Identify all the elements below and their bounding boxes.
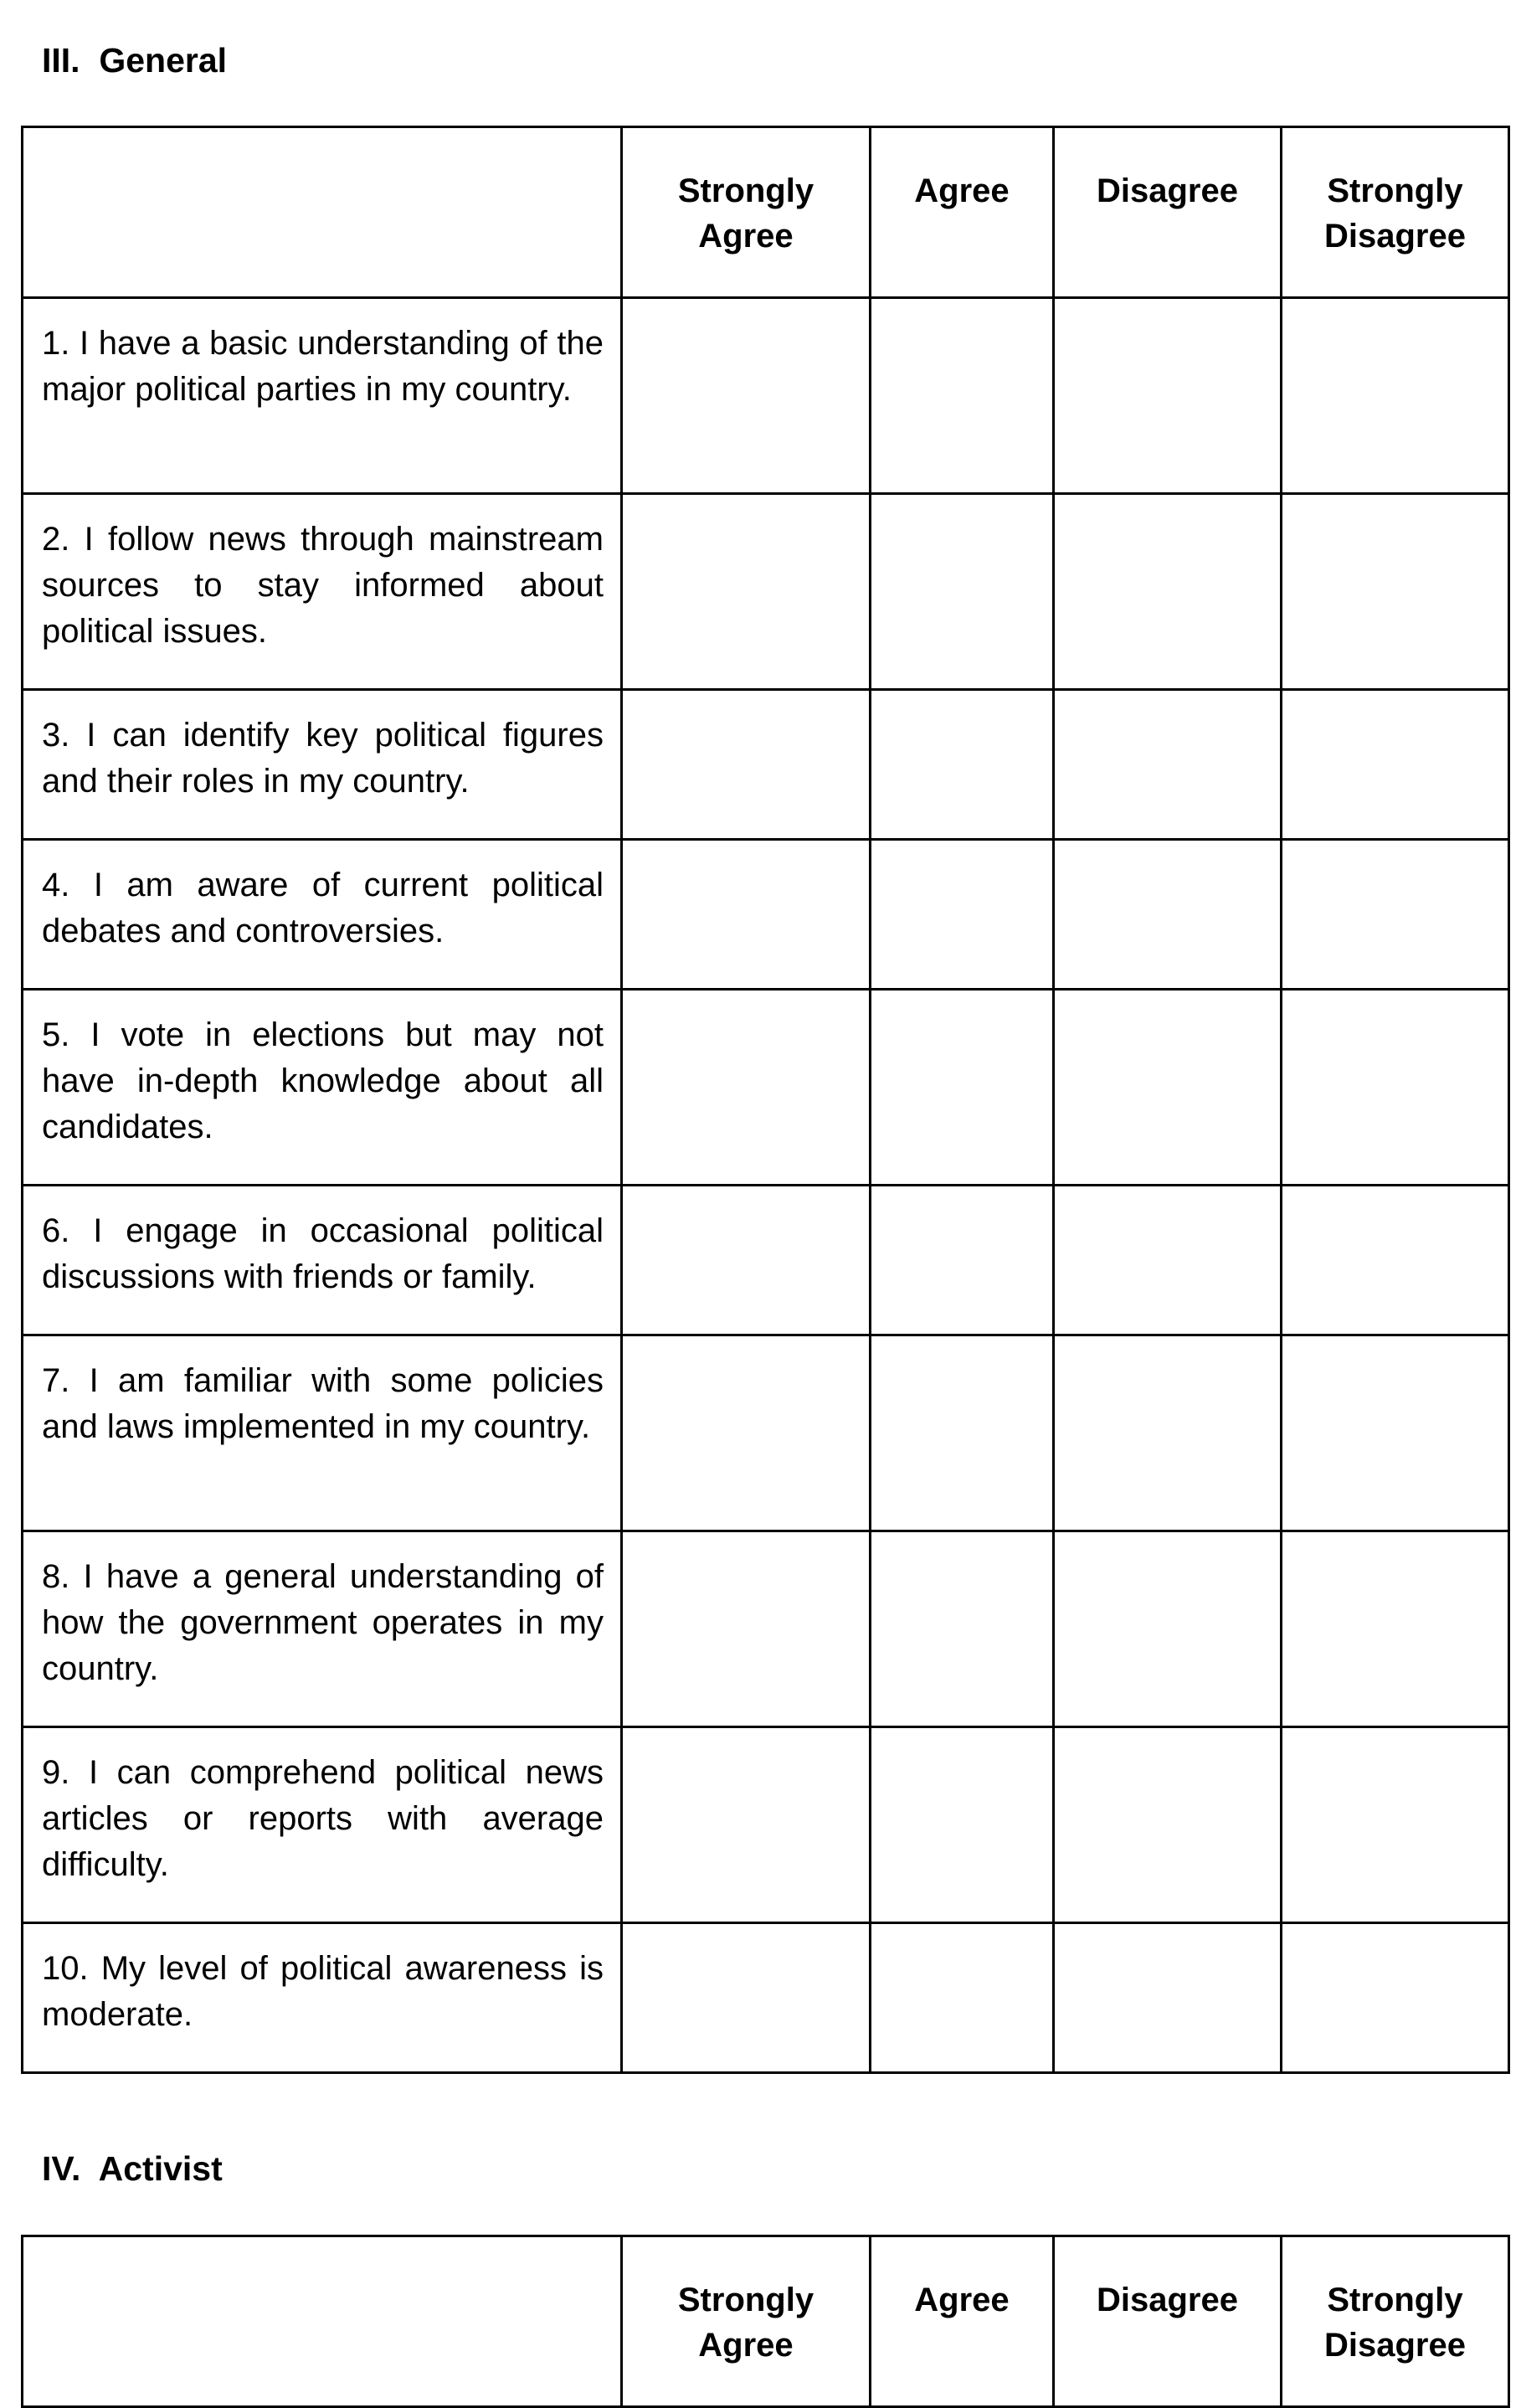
header-statement: [23, 2236, 622, 2407]
statement-cell: 8. I have a general understanding of how the government operates in my country.: [23, 1531, 622, 1727]
rating-cell-agree[interactable]: [871, 840, 1054, 990]
table-header-row: [23, 127, 1509, 298]
header-label: Disagree: [1324, 2327, 1466, 2364]
rating-cell-strongly-agree[interactable]: [622, 1531, 871, 1727]
rating-cell-disagree[interactable]: [1054, 298, 1282, 494]
rating-cell-strongly-agree[interactable]: [622, 494, 871, 690]
header-label: Strongly: [1327, 2282, 1463, 2318]
statement-cell: 7. I am familiar with some policies and laws implemented in my country.: [23, 1335, 622, 1531]
rating-cell-disagree[interactable]: [1054, 1727, 1282, 1923]
header-agree: [871, 127, 1054, 298]
rating-cell-strongly-disagree[interactable]: [1282, 990, 1509, 1186]
rating-cell-strongly-disagree[interactable]: [1282, 1335, 1509, 1531]
likert-table-activist: [21, 2235, 1510, 2408]
statement-cell: 10. My level of political awareness is moderate.: [23, 1923, 622, 2073]
rating-cell-strongly-disagree[interactable]: [1282, 1923, 1509, 2073]
header-label: Agree: [698, 218, 794, 255]
statement-cell: 6. I engage in occasional political discussions with friends or family.: [23, 1186, 622, 1335]
rating-cell-strongly-disagree[interactable]: [1282, 1727, 1509, 1923]
rating-cell-agree[interactable]: [871, 1727, 1054, 1923]
table-row: [23, 840, 1509, 990]
header-strongly-disagree: [1282, 2236, 1509, 2407]
header-disagree: [1054, 2236, 1282, 2407]
statement-cell: 1. I have a basic understanding of the major political parties in my country.: [23, 298, 622, 494]
table-row: [23, 1335, 1509, 1531]
rating-cell-strongly-agree[interactable]: [622, 840, 871, 990]
rating-cell-disagree[interactable]: [1054, 494, 1282, 690]
section-title-activist: IV. Activist: [42, 2149, 223, 2188]
statement-cell: 2. I follow news through mainstream sources to stay informed about political issues.: [23, 494, 622, 690]
table-row: [23, 1531, 1509, 1727]
statement-cell: 9. I can comprehend political news articles or reports with average difficulty.: [23, 1727, 622, 1923]
rating-cell-strongly-disagree[interactable]: [1282, 298, 1509, 494]
rating-cell-disagree[interactable]: [1054, 1335, 1282, 1531]
header-label: Agree: [914, 2282, 1010, 2318]
rating-cell-disagree[interactable]: [1054, 840, 1282, 990]
table-row: [23, 990, 1509, 1186]
statement-cell: 4. I am aware of current political debates and controversies.: [23, 840, 622, 990]
statement-cell: 3. I can identify key political figures and their roles in my country.: [23, 690, 622, 840]
table-row: [23, 298, 1509, 494]
rating-cell-strongly-agree[interactable]: [622, 690, 871, 840]
rating-cell-strongly-disagree[interactable]: [1282, 1186, 1509, 1335]
header-strongly-disagree: [1282, 127, 1509, 298]
table-row: [23, 1923, 1509, 2073]
rating-cell-strongly-agree[interactable]: [622, 1923, 871, 2073]
rating-cell-disagree[interactable]: [1054, 1923, 1282, 2073]
header-label: Disagree: [1324, 218, 1466, 255]
header-disagree: [1054, 127, 1282, 298]
rating-cell-agree[interactable]: [871, 1186, 1054, 1335]
rating-cell-agree[interactable]: [871, 494, 1054, 690]
likert-table-general: [21, 126, 1510, 2074]
header-label: Agree: [698, 2327, 794, 2364]
header-label: Strongly: [1327, 172, 1463, 209]
rating-cell-disagree[interactable]: [1054, 1531, 1282, 1727]
table-row: [23, 1186, 1509, 1335]
header-label: Disagree: [1097, 172, 1238, 209]
rating-cell-strongly-agree[interactable]: [622, 298, 871, 494]
rating-cell-strongly-agree[interactable]: [622, 1186, 871, 1335]
rating-cell-agree[interactable]: [871, 690, 1054, 840]
rating-cell-strongly-agree[interactable]: [622, 990, 871, 1186]
header-strongly-agree: [622, 127, 871, 298]
header-statement: [23, 127, 622, 298]
rating-cell-strongly-disagree[interactable]: [1282, 494, 1509, 690]
header-agree: [871, 2236, 1054, 2407]
table-row: [23, 690, 1509, 840]
header-strongly-agree: [622, 2236, 871, 2407]
section-title-general: III. General: [42, 41, 228, 80]
rating-cell-strongly-agree[interactable]: [622, 1335, 871, 1531]
table-row: [23, 1727, 1509, 1923]
header-label: Agree: [914, 172, 1010, 209]
header-label: Strongly: [677, 2282, 814, 2318]
rating-cell-strongly-disagree[interactable]: [1282, 690, 1509, 840]
rating-cell-agree[interactable]: [871, 990, 1054, 1186]
rating-cell-agree[interactable]: [871, 1531, 1054, 1727]
rating-cell-agree[interactable]: [871, 298, 1054, 494]
rating-cell-strongly-disagree[interactable]: [1282, 1531, 1509, 1727]
rating-cell-disagree[interactable]: [1054, 990, 1282, 1186]
rating-cell-agree[interactable]: [871, 1335, 1054, 1531]
header-label: Strongly: [677, 172, 814, 209]
rating-cell-strongly-agree[interactable]: [622, 1727, 871, 1923]
rating-cell-disagree[interactable]: [1054, 690, 1282, 840]
header-label: Disagree: [1097, 2282, 1238, 2318]
rating-cell-strongly-disagree[interactable]: [1282, 840, 1509, 990]
rating-cell-disagree[interactable]: [1054, 1186, 1282, 1335]
table-header-row: [23, 2236, 1509, 2407]
rating-cell-agree[interactable]: [871, 1923, 1054, 2073]
statement-cell: 5. I vote in elections but may not have in-depth knowledge about all candidates.: [23, 990, 622, 1186]
table-row: [23, 494, 1509, 690]
